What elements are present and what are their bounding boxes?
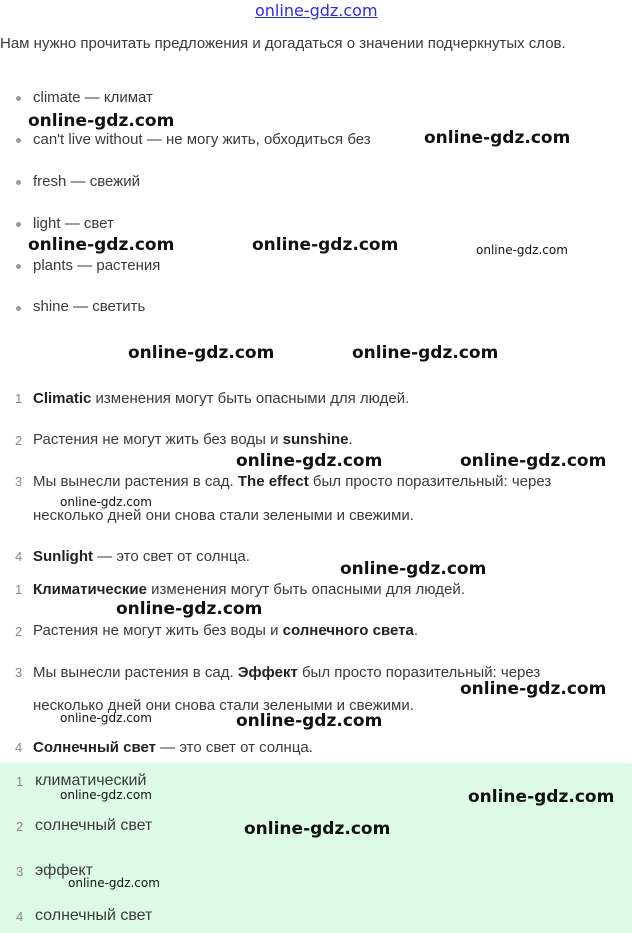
- watermark: online-gdz.com: [60, 711, 152, 725]
- sentence-bold: Climatic: [33, 390, 92, 407]
- watermark: online-gdz.com: [236, 711, 383, 731]
- vocab-ru: свежий: [89, 173, 140, 190]
- watermark: online-gdz.com: [28, 111, 175, 131]
- vocab-ru: растения: [96, 257, 161, 274]
- item-number: 1: [15, 391, 23, 406]
- bullet-icon: [16, 138, 21, 143]
- watermark: online-gdz.com: [244, 819, 391, 839]
- watermark: online-gdz.com: [460, 451, 607, 471]
- answer-text: солнечный свет: [35, 907, 153, 924]
- vocab-dash: —: [68, 298, 93, 315]
- item-number: 3: [16, 864, 24, 879]
- sentence-post: изменения могут быть опасными для людей.: [91, 390, 410, 407]
- sentence-post: изменения могут быть опасными для людей.: [146, 581, 465, 598]
- sentence-post: был просто поразительный: через: [297, 664, 541, 681]
- sentence-bold: Солнечный свет: [33, 739, 157, 756]
- vocab-ru: свет: [83, 215, 114, 232]
- vocab-dash: —: [66, 173, 90, 190]
- sentence-bold: Климатические: [33, 581, 147, 598]
- bullet-icon: [16, 180, 21, 185]
- item-number: 1: [16, 774, 24, 789]
- watermark: online-gdz.com: [460, 679, 607, 699]
- answer-text: солнечный свет: [35, 817, 153, 834]
- item-number: 3: [15, 474, 23, 489]
- sentence-line2: несколько дней они снова стали зелеными и свежими.: [33, 697, 414, 714]
- sentence-pre: Мы вынесли растения в сад.: [33, 664, 238, 681]
- bullet-icon: [16, 222, 21, 227]
- item-number: 4: [15, 549, 23, 564]
- watermark: online-gdz.com: [116, 599, 263, 619]
- vocab-en: climate: [33, 89, 81, 106]
- intro-text: Нам нужно прочитать предложения и догадаться о значении подчеркнутых слов.: [0, 35, 566, 52]
- vocab-dash: —: [80, 89, 104, 106]
- vocab-en: shine: [33, 298, 69, 315]
- vocab-ru: светить: [92, 298, 146, 315]
- bullet-icon: [16, 264, 21, 269]
- sentence-pre: Растения не могут жить без воды и: [33, 431, 283, 448]
- vocab-en: can't live without: [33, 131, 143, 148]
- sentence-bold: Sunlight: [33, 548, 93, 565]
- vocab-en: fresh: [33, 173, 67, 190]
- watermark: online-gdz.com: [352, 343, 499, 363]
- answer-text: эффект: [35, 862, 93, 879]
- sentence-bold: Эффект: [237, 664, 298, 681]
- vocab-en: plants: [33, 257, 74, 274]
- watermark: online-gdz.com: [28, 235, 175, 255]
- item-number: 2: [16, 819, 24, 834]
- sentence-post: — это свет от солнца.: [156, 739, 313, 756]
- sentence-bold: солнечного света: [282, 622, 414, 639]
- sentence-line2: несколько дней они снова стали зелеными и свежими.: [33, 507, 414, 524]
- bullet-icon: [16, 306, 21, 311]
- sentence-post: — это свет от солнца.: [93, 548, 250, 565]
- watermark-top[interactable]: online-gdz.com: [255, 1, 378, 20]
- sentence-pre: Растения не могут жить без воды и: [33, 622, 283, 639]
- watermark: online-gdz.com: [60, 495, 152, 509]
- item-number: 3: [15, 665, 23, 680]
- sentence-bold: The effect: [237, 473, 309, 490]
- sentence-post: .: [348, 431, 353, 448]
- item-number: 2: [15, 624, 23, 639]
- watermark: online-gdz.com: [252, 235, 399, 255]
- vocab-dash: —: [142, 131, 166, 148]
- vocab-dash: —: [73, 257, 97, 274]
- sentence-bold: sunshine: [282, 431, 349, 448]
- vocab-ru: не могу жить, обходиться без: [165, 131, 371, 148]
- sentence-post: был просто поразительный: через: [308, 473, 552, 490]
- watermark: online-gdz.com: [340, 559, 487, 579]
- sentence-pre: Мы вынесли растения в сад.: [33, 473, 238, 490]
- bullet-icon: [16, 96, 21, 101]
- vocab-ru: климат: [103, 89, 153, 106]
- watermark: online-gdz.com: [468, 787, 615, 807]
- item-number: 1: [15, 582, 23, 597]
- watermark: online-gdz.com: [476, 243, 568, 257]
- sentence-post: .: [413, 622, 418, 639]
- vocab-dash: —: [60, 215, 84, 232]
- answer-text: климатический: [35, 772, 147, 789]
- watermark: online-gdz.com: [424, 128, 571, 148]
- watermark: online-gdz.com: [236, 451, 383, 471]
- watermark: online-gdz.com: [128, 343, 275, 363]
- item-number: 4: [16, 909, 24, 924]
- watermark: online-gdz.com: [68, 876, 160, 890]
- watermark: online-gdz.com: [60, 788, 152, 802]
- item-number: 2: [15, 433, 23, 448]
- item-number: 4: [15, 740, 23, 755]
- vocab-en: light: [33, 215, 61, 232]
